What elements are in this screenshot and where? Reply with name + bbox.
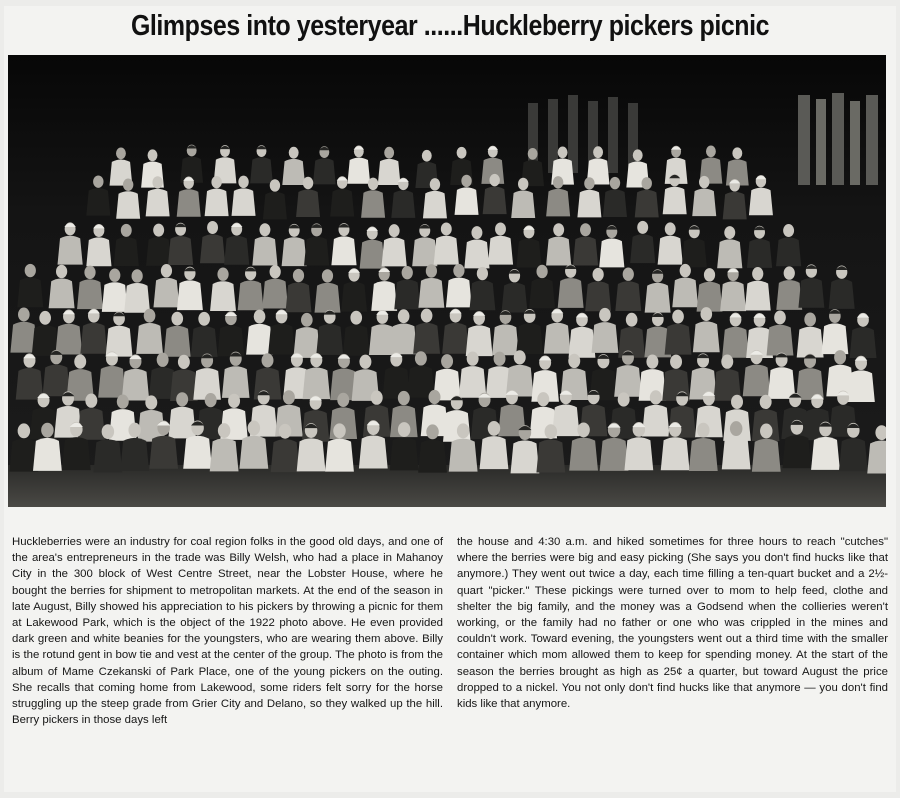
- person-figure: [303, 368, 331, 400]
- person-head: [704, 268, 715, 281]
- person-figure: [315, 283, 341, 313]
- person-figure: [268, 324, 295, 355]
- person-head: [359, 355, 371, 369]
- person-figure: [177, 189, 201, 217]
- person-head: [441, 222, 452, 235]
- person-head: [670, 355, 682, 369]
- person-head: [626, 313, 638, 327]
- person-figure: [232, 188, 256, 216]
- person-head: [577, 422, 589, 437]
- person-figure: [296, 189, 320, 217]
- person-figure: [720, 281, 746, 311]
- person-head: [39, 311, 51, 325]
- person-head: [528, 148, 538, 160]
- person-head: [430, 178, 440, 190]
- person-head: [760, 395, 772, 409]
- person-figure: [418, 278, 444, 308]
- person-figure: [464, 239, 489, 268]
- person-head: [121, 224, 132, 237]
- person-figure: [341, 282, 367, 312]
- person-figure: [394, 280, 420, 310]
- person-figure: [136, 323, 163, 354]
- person-figure: [271, 439, 300, 472]
- person-figure: [752, 439, 781, 472]
- person-figure: [469, 281, 495, 311]
- person-head: [211, 176, 221, 188]
- person-head: [633, 149, 643, 161]
- person-figure: [262, 279, 288, 309]
- person-figure: [58, 236, 83, 265]
- person-head: [145, 395, 157, 409]
- person-figure: [502, 283, 528, 313]
- person-figure: [412, 237, 437, 266]
- person-figure: [391, 190, 415, 218]
- person-head: [289, 147, 299, 159]
- person-figure: [682, 239, 707, 268]
- person-figure: [390, 324, 417, 355]
- person-head: [144, 309, 156, 323]
- person-figure: [658, 236, 683, 265]
- person-head: [415, 351, 427, 365]
- person-figure: [168, 407, 196, 439]
- person-head: [18, 308, 30, 322]
- headline: Glimpses into yesteryear ......Huckleberry pickers picnic: [130, 10, 770, 42]
- person-head: [457, 147, 467, 159]
- person-figure: [558, 278, 584, 308]
- person-head: [398, 309, 410, 323]
- person-figure: [723, 192, 747, 220]
- person-figure: [600, 438, 629, 471]
- person-figure: [86, 237, 111, 266]
- person-figure: [360, 240, 385, 269]
- person-figure: [210, 281, 236, 311]
- person-figure: [697, 282, 723, 312]
- person-figure: [615, 281, 641, 311]
- person-head: [700, 307, 712, 321]
- person-head: [322, 269, 333, 282]
- person-head: [553, 223, 564, 236]
- person-figure: [488, 236, 513, 265]
- person-head: [262, 353, 274, 367]
- person-figure: [423, 191, 447, 219]
- person-head: [441, 354, 453, 368]
- person-head: [558, 146, 568, 158]
- group-photo: [8, 55, 886, 507]
- person-head: [553, 176, 563, 188]
- person-figure: [343, 325, 370, 356]
- person-head: [303, 177, 313, 189]
- person-figure: [663, 187, 687, 215]
- person-head: [398, 422, 410, 437]
- person-head: [646, 354, 658, 368]
- person-head: [248, 421, 260, 436]
- person-figure: [304, 237, 329, 266]
- person-head: [514, 350, 526, 364]
- person-figure: [642, 405, 670, 437]
- person-figure: [102, 282, 128, 312]
- person-head: [680, 264, 691, 277]
- person-head: [254, 310, 266, 324]
- person-figure: [850, 327, 877, 358]
- person-figure: [146, 189, 170, 217]
- person-figure: [867, 440, 886, 473]
- newspaper-clipping: [4, 6, 896, 792]
- person-figure: [749, 188, 773, 216]
- person-head: [471, 226, 482, 239]
- person-figure: [747, 239, 772, 268]
- person-head: [495, 222, 506, 235]
- person-head: [84, 266, 95, 279]
- person-figure: [466, 325, 493, 356]
- person-figure: [325, 439, 354, 472]
- person-figure: [591, 322, 618, 353]
- person-head: [218, 423, 230, 438]
- person-head: [732, 147, 742, 159]
- person-head: [665, 222, 676, 235]
- person-figure: [252, 237, 277, 266]
- person-head: [178, 355, 190, 369]
- person-head: [350, 311, 362, 325]
- person-head: [368, 178, 378, 190]
- person-head: [123, 179, 133, 191]
- person-figure: [546, 189, 570, 217]
- person-head: [270, 265, 281, 278]
- person-figure: [378, 159, 401, 185]
- person-figure: [17, 278, 43, 308]
- group-photo-image: [8, 55, 886, 507]
- person-figure: [529, 279, 555, 309]
- person-figure: [347, 158, 370, 184]
- person-figure: [585, 282, 611, 312]
- person-head: [148, 149, 158, 161]
- person-figure: [776, 280, 802, 310]
- person-figure: [434, 236, 459, 265]
- person-head: [259, 223, 270, 236]
- person-head: [623, 268, 634, 281]
- person-head: [467, 352, 479, 366]
- person-head: [270, 179, 280, 191]
- person-head: [584, 177, 594, 189]
- person-figure: [177, 280, 203, 310]
- person-head: [132, 269, 143, 282]
- person-figure: [382, 238, 407, 267]
- person-head: [402, 266, 413, 279]
- person-figure: [98, 366, 126, 398]
- person-figure: [120, 438, 149, 471]
- person-figure: [811, 437, 840, 470]
- person-figure: [164, 326, 191, 357]
- article-column-right: the house and 4:30 a.m. and hiked sometimes for three hours to reach "cutches" where the berries were big and easy picking (She says you don't find hucks like that anymore.) They went out twice a day, each time filling a ten-quart bucket and a 2½-quart "picker." These pickings were turned over to mom to help feed, clothe and shelter the big family, and the money was a Godsend when the collieries weren't working, or the family had no father or one who was crippled in the mines and couldn't work. Toward evening, the youngsters went out a third time with the smaller container which mom allowed them to keep for spending money. At the start of the season the berries brought as high as 25¢ a quarter, but toward August the price dropped to a nickel. You not only don't find hucks like that anymore — you don't find kids like that anymore.: [457, 536, 888, 711]
- person-figure: [692, 189, 716, 217]
- person-head: [593, 268, 604, 281]
- person-figure: [55, 324, 82, 355]
- person-figure: [569, 438, 598, 471]
- person-head: [198, 312, 210, 326]
- person-head: [774, 311, 786, 325]
- person-head: [536, 265, 547, 278]
- person-figure: [798, 278, 824, 308]
- person-head: [422, 150, 432, 162]
- person-figure: [62, 437, 91, 470]
- person-head: [157, 353, 169, 367]
- person-figure: [224, 236, 249, 265]
- person-figure: [413, 323, 440, 354]
- person-head: [518, 178, 528, 190]
- person-head: [102, 424, 114, 439]
- person-figure: [331, 236, 356, 265]
- person-figure: [614, 365, 642, 397]
- person-head: [25, 264, 36, 277]
- person-figure: [544, 323, 571, 354]
- person-head: [731, 395, 743, 409]
- person-figure: [767, 325, 794, 356]
- person-figure: [829, 279, 855, 309]
- person-figure: [124, 283, 150, 313]
- person-figure: [645, 283, 671, 313]
- person-head: [426, 264, 437, 277]
- person-head: [128, 423, 140, 438]
- person-head: [205, 393, 217, 407]
- person-figure: [455, 187, 479, 215]
- person-figure: [665, 324, 692, 355]
- person-head: [93, 175, 103, 187]
- person-figure: [86, 188, 110, 216]
- person-figure: [217, 326, 244, 357]
- person-figure: [297, 438, 326, 471]
- person-figure: [205, 189, 229, 217]
- person-figure: [599, 239, 624, 268]
- person-figure: [282, 159, 305, 185]
- person-figure: [689, 438, 718, 471]
- person-head: [457, 423, 469, 438]
- person-figure: [577, 190, 601, 218]
- person-head: [760, 424, 772, 439]
- person-head: [784, 266, 795, 279]
- person-head: [398, 391, 410, 405]
- person-head: [650, 390, 662, 404]
- person-head: [488, 421, 500, 436]
- person-figure: [480, 436, 509, 469]
- person-head: [672, 310, 684, 324]
- person-head: [580, 223, 591, 236]
- person-figure: [624, 437, 653, 470]
- person-head: [593, 146, 603, 158]
- person-figure: [153, 278, 179, 308]
- article-body: [12, 534, 888, 784]
- person-figure: [446, 278, 472, 308]
- person-figure: [361, 190, 385, 218]
- person-figure: [80, 323, 107, 354]
- person-figure: [114, 237, 139, 266]
- person-figure: [316, 324, 343, 355]
- person-figure: [483, 187, 507, 215]
- person-head: [117, 394, 129, 408]
- person-figure: [797, 327, 824, 358]
- person-figure: [442, 323, 469, 354]
- person-figure: [511, 440, 540, 473]
- person-figure: [146, 237, 171, 266]
- person-figure: [200, 234, 225, 263]
- person-figure: [238, 281, 264, 311]
- person-head: [610, 177, 620, 189]
- person-head: [337, 393, 349, 407]
- person-figure: [116, 191, 140, 219]
- person-head: [56, 265, 67, 278]
- person-head: [176, 392, 188, 406]
- person-figure: [183, 436, 212, 469]
- person-figure: [449, 439, 478, 472]
- person-head: [85, 394, 97, 408]
- person-figure: [418, 440, 447, 473]
- person-head: [228, 394, 240, 408]
- person-figure: [603, 190, 627, 218]
- person-figure: [286, 283, 312, 313]
- person-head: [804, 313, 816, 327]
- person-figure: [782, 435, 811, 468]
- person-head: [217, 268, 228, 281]
- person-head: [384, 147, 394, 159]
- person-figure: [672, 278, 698, 308]
- person-head: [537, 392, 549, 406]
- person-head: [279, 424, 291, 439]
- person-head: [752, 267, 763, 280]
- person-figure: [569, 327, 596, 358]
- person-figure: [516, 323, 543, 354]
- person-head: [699, 176, 709, 188]
- person-figure: [847, 370, 875, 402]
- person-figure: [42, 365, 70, 397]
- person-figure: [313, 158, 336, 184]
- person-head: [153, 224, 164, 237]
- person-figure: [16, 368, 44, 400]
- person-figure: [149, 436, 178, 469]
- person-figure: [282, 237, 307, 266]
- person-head: [171, 312, 183, 326]
- person-figure: [693, 321, 720, 352]
- person-figure: [722, 327, 749, 358]
- person-figure: [459, 366, 487, 398]
- person-figure: [536, 439, 565, 472]
- person-head: [730, 421, 742, 436]
- person-head: [161, 264, 172, 277]
- person-head: [152, 176, 162, 188]
- person-figure: [239, 436, 268, 469]
- person-figure: [33, 438, 62, 471]
- person-head: [74, 354, 86, 368]
- person-head: [109, 269, 120, 282]
- person-figure: [492, 324, 519, 355]
- person-head: [238, 176, 248, 188]
- person-head: [834, 350, 846, 364]
- person-head: [293, 269, 304, 282]
- person-head: [568, 354, 580, 368]
- person-head: [41, 423, 53, 438]
- person-figure: [661, 437, 690, 470]
- person-head: [301, 313, 313, 327]
- person-head: [461, 175, 471, 187]
- person-figure: [77, 279, 103, 309]
- person-figure: [821, 323, 848, 354]
- person-head: [494, 352, 506, 366]
- person-figure: [768, 367, 796, 399]
- person-figure: [717, 239, 742, 268]
- person-head: [489, 174, 499, 186]
- person-head: [545, 424, 557, 439]
- person-head: [116, 147, 126, 159]
- person-head: [783, 224, 794, 237]
- person-figure: [630, 234, 655, 263]
- person-head: [724, 226, 735, 239]
- person-head: [426, 424, 438, 439]
- person-figure: [745, 281, 771, 311]
- person-head: [642, 177, 652, 189]
- person-head: [421, 309, 433, 323]
- person-figure: [330, 189, 354, 217]
- person-figure: [743, 365, 771, 397]
- person-figure: [250, 157, 273, 183]
- article-column-left: Huckleberries were an industry for coal region folks in the good old days, and one of the area's entrepreneurs in the trade was Billy Welsh, who had a place in Mahanoy City in the 300 block of West Centre Street, near the Lobster House, where he bought the berries for shipment to metropolitan markets. At the end of the season in late August, Billy showed his appreciation to his pickers by throwing a picnic for them at Lakewood Park, which is the object of the 1922 photo above. He even provided dark green and white beanies for the youngsters, who are wearing them above. Billy is the rotund gent in bow tie and vest at the center of the group. The photo is from the album of Mame Czekanski of Park Place, one of the young pickers on the outing. She recalls that coming home from Lakewood, some riders felt sorry for the horse struggling up the steep grade from Grier City and Delano, so they walked up the hill. Berry pickers in those days left: [12, 536, 443, 727]
- person-figure: [49, 279, 75, 309]
- person-figure: [722, 436, 751, 469]
- person-figure: [635, 190, 659, 218]
- person-head: [333, 423, 345, 438]
- person-head: [637, 221, 648, 234]
- person-head: [283, 390, 295, 404]
- person-head: [697, 423, 709, 438]
- person-figure: [93, 439, 122, 472]
- person-figure: [210, 438, 239, 471]
- person-head: [477, 267, 488, 280]
- person-figure: [839, 438, 868, 471]
- person-figure: [776, 237, 801, 266]
- person-figure: [573, 237, 598, 266]
- person-figure: [516, 239, 541, 268]
- person-figure: [359, 435, 388, 468]
- person-figure: [511, 190, 535, 218]
- person-head: [618, 392, 630, 406]
- person-head: [389, 224, 400, 237]
- person-head: [207, 221, 218, 234]
- person-head: [599, 308, 611, 322]
- person-head: [371, 391, 383, 405]
- person-figure: [263, 192, 287, 220]
- person-figure: [546, 237, 571, 266]
- person-head: [18, 423, 30, 438]
- person-head: [721, 355, 733, 369]
- person-figure: [222, 366, 250, 398]
- person-head: [706, 145, 716, 157]
- person-figure: [371, 281, 397, 311]
- person-figure: [390, 437, 419, 470]
- person-figure: [168, 236, 193, 265]
- person-head: [429, 390, 441, 404]
- person-figure: [78, 408, 106, 440]
- person-figure: [191, 326, 218, 357]
- person-head: [453, 264, 464, 277]
